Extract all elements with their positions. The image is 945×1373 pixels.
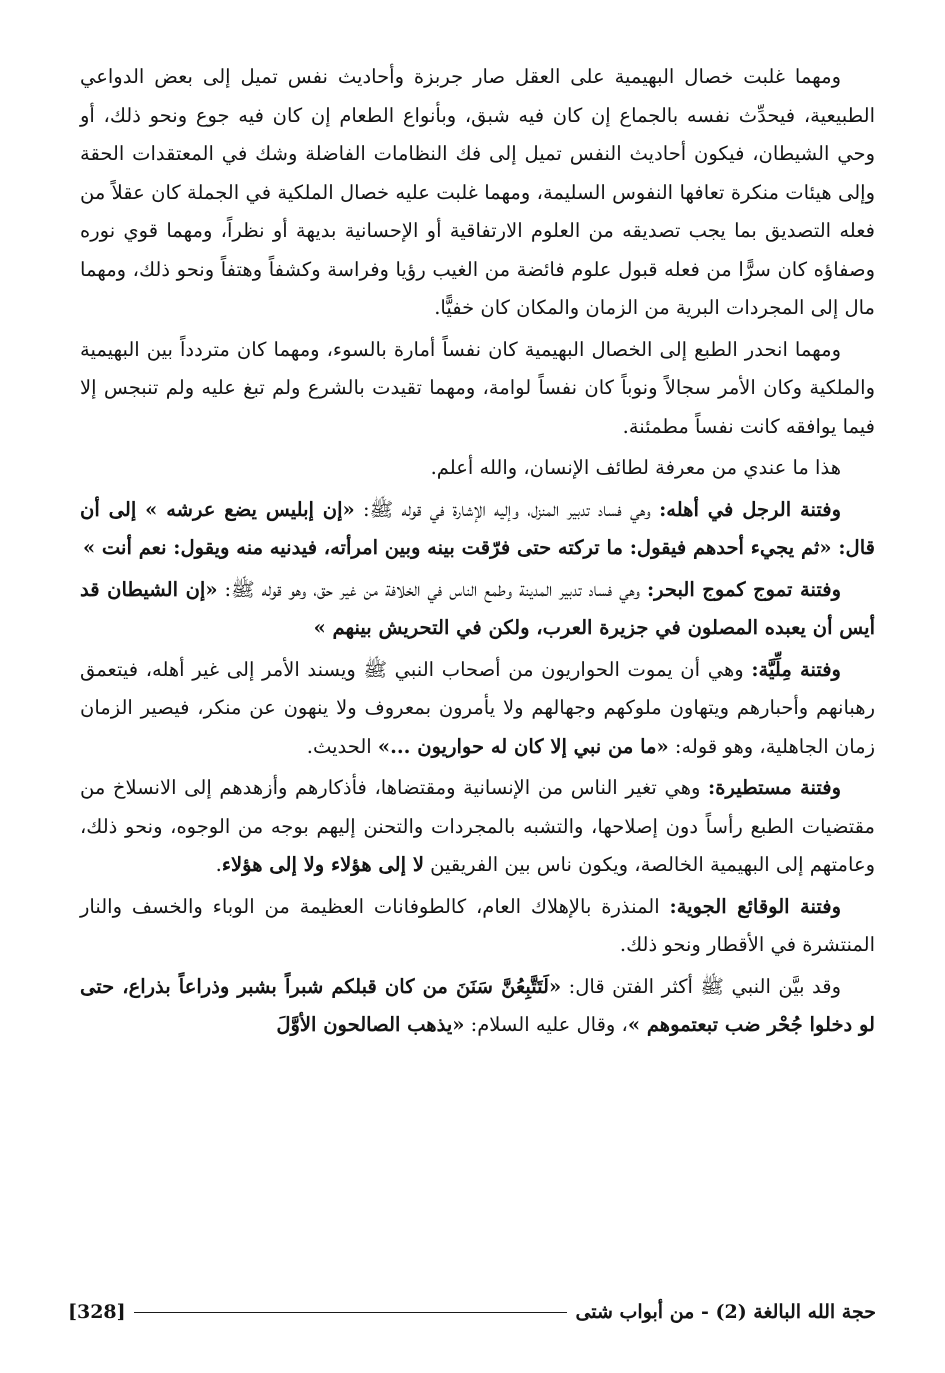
page-body bbox=[80, 58, 875, 1048]
paragraph-prophet-explained bbox=[80, 968, 875, 1045]
footer-rule bbox=[134, 1312, 568, 1313]
hadith-quote: «إن الشيطان قد أيس أن يعبده المصلون في جزيرة العرب، ولكن في التحريش بينهم » bbox=[80, 577, 875, 639]
paragraph-fitna-sea bbox=[80, 571, 875, 648]
paragraph-text: وهي فساد تدبير المدينة وطمع الناس في الخلافة من غير حق، وهو قوله ﷺ: bbox=[217, 577, 647, 601]
paragraph-tail: الحديث. bbox=[306, 734, 378, 758]
paragraph-text: وقد بيَّن النبي ﷺ أكثر الفتن قال: bbox=[561, 974, 841, 998]
paragraph-text: ومهما غلبت خصال البهيمية على العقل صار جربزة وأحاديث نفس تميل إلى بعض الدواعي الطبيعية، فيحدِّث نفسه بالجماع إن كان فيه شبق، وبأنواع الطعام إن كان فيه جوع ونحو ذلك، أو وحي الشيطان، فيكون أحاديث النفس تميل إلى فك النظامات الفاضلة وشك في المعتقدات الحقة وإلى هيئات منكرة تعافها النفوس السليمة، ومهما غلبت عليه خصال الملكية في الجملة كان عقلاً من فعله التصديق بما يجب تصديقه من العلوم الارتفاقية أو الإحسانية بديهة أو نظراً، ومهما قوي نوره وصفاؤه كان سرًّا من فعله قبول علوم فائضة من الغيب رؤيا وفراسة وكشفاً وهتفاً ونحو ذلك، ومهما مال إلى المجردات البرية من الزمان والمكان كان خفيًّا. bbox=[80, 65, 875, 319]
paragraph-conclusion bbox=[80, 449, 875, 488]
section-lead: وفتنة مستطيرة: bbox=[708, 776, 842, 799]
page-footer bbox=[68, 1292, 876, 1332]
section-lead: وفتنة الرجل في أهله: bbox=[659, 497, 842, 521]
paragraph-text: وهي فساد تدبير المنزل، وإليه الإشارة في قوله ﷺ: bbox=[354, 497, 660, 521]
paragraph-fitna-widespread bbox=[80, 769, 875, 885]
page-number: [328] bbox=[68, 1301, 126, 1323]
section-lead: وفتنة الوقائع الجوية: bbox=[669, 894, 841, 918]
paragraph-text: ومهما انحدر الطبع إلى الخصال البهيمية كان نفساً أمارة بالسوء، ومهما كان متردداً بين البهيمية والملكية وكان الأمر سجالاً ونوباً كان نفساً لوامة، ومهما تقيدت بالشرع ولم تبغ عليه ولم تنبجس إلا فيما يوافقه كانت نفساً مطمئنة. bbox=[80, 337, 875, 438]
paragraph-tail: ، وقال عليه السلام: bbox=[464, 1013, 628, 1036]
paragraph-soul-types bbox=[80, 331, 875, 447]
section-lead: وفتنة مِلِّيَّة: bbox=[751, 657, 841, 681]
running-title: حجة الله البالغة (2) - من أبواب شتى bbox=[575, 1301, 876, 1323]
paragraph-text: وهي تغير الناس من الإنسانية ومقتضاها، فأذكارهم وأزهدهم إلى الانسلاخ من مقتضيات الطبع رأساً دون إصلاحها، والتشبه بالمجردات والتحنن إليهم بوجه من الوجوه، ونحو ذلك، وعامتهم إلى البهيمية الخالصة، ويكون ناس بين الفريقين bbox=[80, 776, 875, 876]
hadith-quote: «إن إبليس يضع عرشه » إلى أن قال: «ثم يجيء أحدهم فيقول: ما تركته حتى فرّقت بينه وبين امرأته، فيدنيه منه ويقول: نعم أنت » bbox=[80, 497, 875, 559]
paragraph-fitna-natural bbox=[80, 888, 875, 965]
section-lead: وفتنة تموج كموج البحر: bbox=[646, 577, 841, 601]
hadith-quote-second: «يذهب الصالحون الأوَّلَ bbox=[276, 1013, 465, 1036]
hadith-quote: «ما من نبي إلا كان له حواريون ...» bbox=[377, 734, 669, 758]
paragraph-fitna-religious bbox=[80, 651, 875, 767]
hadith-quote: «لَتَتَّبِعُنَّ سَنَنَ من كان قبلكم شبراً بشبر وذراعاً بذراع، حتى لو دخلوا جُحْر ضب تبعتموهم » bbox=[80, 974, 875, 1036]
paragraph-fitna-family bbox=[80, 491, 875, 568]
paragraph-text: المنذرة بالإهلاك العام، كالطوفانات العظيمة من الوباء والخسف والنار المنتشرة في الأقطار ونحو ذلك. bbox=[80, 894, 875, 956]
paragraph-bestial-traits bbox=[80, 58, 875, 328]
paragraph-tail: . bbox=[215, 853, 222, 876]
paragraph-text: وهي أن يموت الحواريون من أصحاب النبي ﷺ ويسند الأمر إلى غير أهله، فيتعمق رهبانهم وأحبارهم ويتهاون ملوكهم وجهالهم ولا يأمرون بمعروف ولا ينهون عن منكر، فيصير الزمان زمان الجاهلية، وهو قوله: bbox=[80, 657, 875, 758]
paragraph-text: هذا ما عندي من معرفة لطائف الإنسان، والله أعلم. bbox=[430, 456, 841, 479]
quran-quote: لا إلى هؤلاء ولا إلى هؤلاء bbox=[221, 853, 424, 876]
